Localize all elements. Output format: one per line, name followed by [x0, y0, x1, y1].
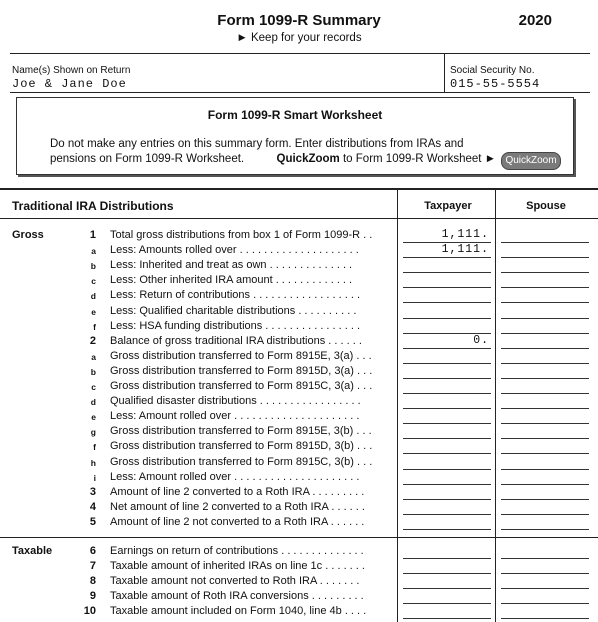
taxpayer-entry-line — [403, 318, 491, 319]
smart-worksheet-line2 — [50, 153, 496, 165]
spouse-amount-field[interactable] — [501, 603, 589, 604]
table-row — [0, 545, 598, 560]
table-row — [0, 380, 598, 395]
line-description: Less: Amounts rolled over . . . . . . . . . . . . . . . . . . . . — [110, 244, 359, 257]
spouse-amount-field[interactable] — [501, 558, 589, 559]
taxpayer-entry-line — [403, 363, 491, 364]
line-number: a — [91, 246, 96, 257]
spouse-column-header: Spouse — [526, 200, 566, 212]
form-title: Form 1099-R Summary — [217, 12, 381, 29]
spouse-amount-field[interactable] — [501, 573, 589, 574]
line-description: Taxable amount not converted to Roth IRA . . . . . . . — [110, 575, 360, 588]
table-row — [0, 605, 598, 620]
table-row — [0, 501, 598, 516]
spouse-amount-field[interactable] — [501, 363, 589, 364]
table-row — [0, 575, 598, 590]
taxpayer-entry-line — [403, 588, 491, 589]
taxpayer-entry-line — [403, 558, 491, 559]
table-row — [0, 486, 598, 501]
taxpayer-column-header: Taxpayer — [424, 200, 472, 212]
line-description: Gross distribution transferred to Form 8915C, 3(a) . . . — [110, 380, 373, 392]
spouse-amount-field[interactable] — [501, 408, 589, 409]
taxpayer-entry-line — [403, 393, 491, 394]
group-label: Taxable — [12, 545, 53, 557]
line-number: e — [91, 412, 96, 423]
table-row — [0, 305, 598, 320]
taxpayer-entry-line — [403, 438, 491, 439]
tax-year: 2020 — [518, 12, 552, 29]
table-row — [0, 395, 598, 410]
table-row — [0, 229, 598, 244]
info-divider — [10, 92, 590, 93]
group-label: Gross — [12, 229, 44, 241]
name-ssn-divider — [444, 54, 445, 92]
line-number: c — [91, 382, 96, 392]
taxpayer-amount-field[interactable]: 0. — [473, 333, 489, 347]
line-number: 6 — [89, 545, 96, 557]
line-description: Amount of line 2 not converted to a Roth IRA . . . . . . — [110, 515, 365, 528]
taxpayer-entry-line — [403, 272, 491, 273]
spouse-amount-field[interactable] — [501, 499, 589, 500]
line-number: 9 — [89, 590, 96, 603]
ssn-label: Social Security No. — [450, 65, 535, 76]
gross-taxable-divider — [0, 537, 598, 538]
taxpayer-entry-line — [403, 257, 491, 258]
spouse-amount-field[interactable] — [501, 393, 589, 394]
smart-worksheet-line1: Do not make any entries on this summary form. Enter distributions from IRAs and — [50, 138, 464, 150]
table-row — [0, 289, 598, 304]
line-description: Balance of gross traditional IRA distributions . . . . . . — [110, 334, 362, 347]
taxpayer-entry-line — [403, 408, 491, 409]
line-number: 4 — [89, 500, 96, 513]
line-number: f — [93, 442, 96, 453]
line-number: e — [91, 306, 96, 317]
taxpayer-entry-line — [403, 348, 491, 349]
taxpayer-entry-line — [403, 378, 491, 379]
spouse-amount-field[interactable] — [501, 588, 589, 589]
taxpayer-entry-line — [403, 469, 491, 470]
spouse-amount-field[interactable] — [501, 257, 589, 258]
spouse-amount-field[interactable] — [501, 318, 589, 319]
spouse-amount-field[interactable] — [501, 348, 589, 349]
table-row — [0, 516, 598, 531]
line-number: 8 — [89, 575, 96, 588]
line-number: c — [91, 276, 96, 287]
line-number: a — [91, 351, 96, 362]
table-row — [0, 335, 598, 350]
line-description: Less: Return of contributions . . . . . . . . . . . . . . . . . . — [110, 289, 361, 302]
table-row — [0, 456, 598, 471]
line-description: Net amount of line 2 converted to a Roth IRA . . . . . . — [110, 500, 365, 513]
line-number: g — [90, 427, 96, 438]
ssn-field[interactable]: 015-55-5554 — [450, 77, 541, 91]
table-row — [0, 440, 598, 455]
spouse-amount-field[interactable] — [501, 514, 589, 515]
table-row — [0, 410, 598, 425]
spouse-amount-field[interactable] — [501, 469, 589, 470]
taxpayer-entry-line — [403, 573, 491, 574]
table-row — [0, 365, 598, 380]
spouse-amount-field[interactable] — [501, 333, 589, 334]
taxpayer-entry-line — [403, 302, 491, 303]
line-description: Taxable amount of inherited IRAs on line 1c . . . . . . . — [110, 560, 365, 573]
line-number: b — [90, 366, 96, 377]
spouse-amount-field[interactable] — [501, 302, 589, 303]
spouse-amount-field[interactable] — [501, 242, 589, 243]
smart-worksheet-box — [16, 97, 574, 175]
line-description: Gross distribution transferred to Form 8915D, 3(a) . . . — [110, 364, 373, 377]
line-description: Less: Amount rolled over . . . . . . . . . . . . . . . . . . . . . — [110, 410, 360, 423]
line-number: 3 — [89, 485, 96, 498]
taxpayer-entry-line — [403, 453, 491, 454]
line-description: Gross distribution transferred to Form 8915E, 3(a) . . . — [110, 349, 372, 362]
table-row — [0, 590, 598, 605]
line-description: Less: Qualified charitable distributions . . . . . . . . . . — [110, 304, 357, 317]
line-number: 10 — [83, 605, 96, 618]
taxpayer-entry-line — [403, 423, 491, 424]
taxpayer-entry-line — [403, 529, 491, 530]
line-number: h — [90, 457, 96, 468]
taxpayer-entry-line — [403, 514, 491, 515]
section-top-rule — [0, 188, 598, 190]
table-row — [0, 259, 598, 274]
line-number: 1 — [89, 229, 96, 241]
line-number: 2 — [89, 334, 96, 347]
table-row — [0, 320, 598, 335]
line-description: Total gross distributions from box 1 of Form 1099-R . . — [110, 229, 373, 241]
taxpayer-entry-line — [403, 618, 491, 619]
spouse-amount-field[interactable] — [501, 423, 589, 424]
line-description: Qualified disaster distributions . . . . . . . . . . . . . . . . . — [110, 395, 361, 408]
spouse-amount-field[interactable] — [501, 453, 589, 454]
taxpayer-entry-line — [403, 287, 491, 288]
line2-suffix: to Form 1099-R Worksheet ► — [342, 153, 497, 165]
smart-worksheet-title: Form 1099-R Smart Worksheet — [207, 108, 383, 122]
line-number: b — [90, 261, 96, 272]
line-description: Gross distribution transferred to Form 8915D, 3(b) . . . — [110, 440, 373, 453]
line-description: Amount of line 2 converted to a Roth IRA . . . . . . . . . — [110, 485, 365, 498]
line-number: i — [93, 472, 96, 483]
line-description: Gross distribution transferred to Form 8915C, 3(b) . . . — [110, 455, 373, 468]
line-description: Taxable amount included on Form 1040, line 4b . . . . — [110, 605, 367, 618]
name-label: Name(s) Shown on Return — [12, 65, 131, 76]
section-title: Traditional IRA Distributions — [12, 199, 174, 213]
taxpayer-amount-field[interactable]: 1,111. — [441, 243, 489, 257]
spouse-amount-field[interactable] — [501, 484, 589, 485]
line-number: d — [90, 291, 96, 302]
line-number: f — [93, 321, 96, 332]
line-description: Less: Other inherited IRA amount . . . . . . . . . . . . . — [110, 274, 353, 287]
table-row — [0, 471, 598, 486]
table-row — [0, 425, 598, 440]
taxpayer-entry-line — [403, 499, 491, 500]
spouse-amount-field[interactable] — [501, 378, 589, 379]
line-number: d — [90, 397, 96, 408]
line-description: Taxable amount of Roth IRA conversions . . . . . . . . . — [110, 590, 364, 603]
line-description: Gross distribution transferred to Form 8915E, 3(b) . . . — [110, 425, 372, 438]
spouse-amount-field[interactable] — [501, 438, 589, 439]
taxpayer-entry-line — [403, 484, 491, 485]
line-number: 7 — [89, 560, 96, 573]
taxpayer-amount-field[interactable]: 1,111. — [441, 228, 489, 241]
name-field[interactable]: Joe & Jane Doe — [12, 77, 127, 91]
line-description: Less: Inherited and treat as own . . . . . . . . . . . . . . — [110, 259, 353, 272]
table-row — [0, 244, 598, 259]
spouse-amount-field[interactable] — [501, 287, 589, 288]
spouse-amount-field[interactable] — [501, 618, 589, 619]
table-row — [0, 560, 598, 575]
line-number: 5 — [89, 515, 96, 528]
table-row — [0, 274, 598, 289]
header-divider — [10, 53, 590, 54]
line-description: Less: HSA funding distributions . . . . . . . . . . . . . . . . — [110, 319, 361, 332]
table-row — [0, 350, 598, 365]
quickzoom-button[interactable]: QuickZoom — [501, 152, 561, 170]
section-header-rule — [0, 218, 598, 219]
line-description: Earnings on return of contributions . . . . . . . . . . . . . . — [110, 545, 364, 557]
taxpayer-entry-line — [403, 603, 491, 604]
spouse-amount-field[interactable] — [501, 529, 589, 530]
spouse-amount-field[interactable] — [501, 272, 589, 273]
keep-records-note: ► Keep for your records — [236, 32, 362, 44]
line-description: Less: Amount rolled over . . . . . . . . . . . . . . . . . . . . . — [110, 470, 360, 483]
quickzoom-label: QuickZoom — [276, 153, 340, 165]
line2-prefix: pensions on Form 1099-R Worksheet. — [50, 153, 245, 165]
